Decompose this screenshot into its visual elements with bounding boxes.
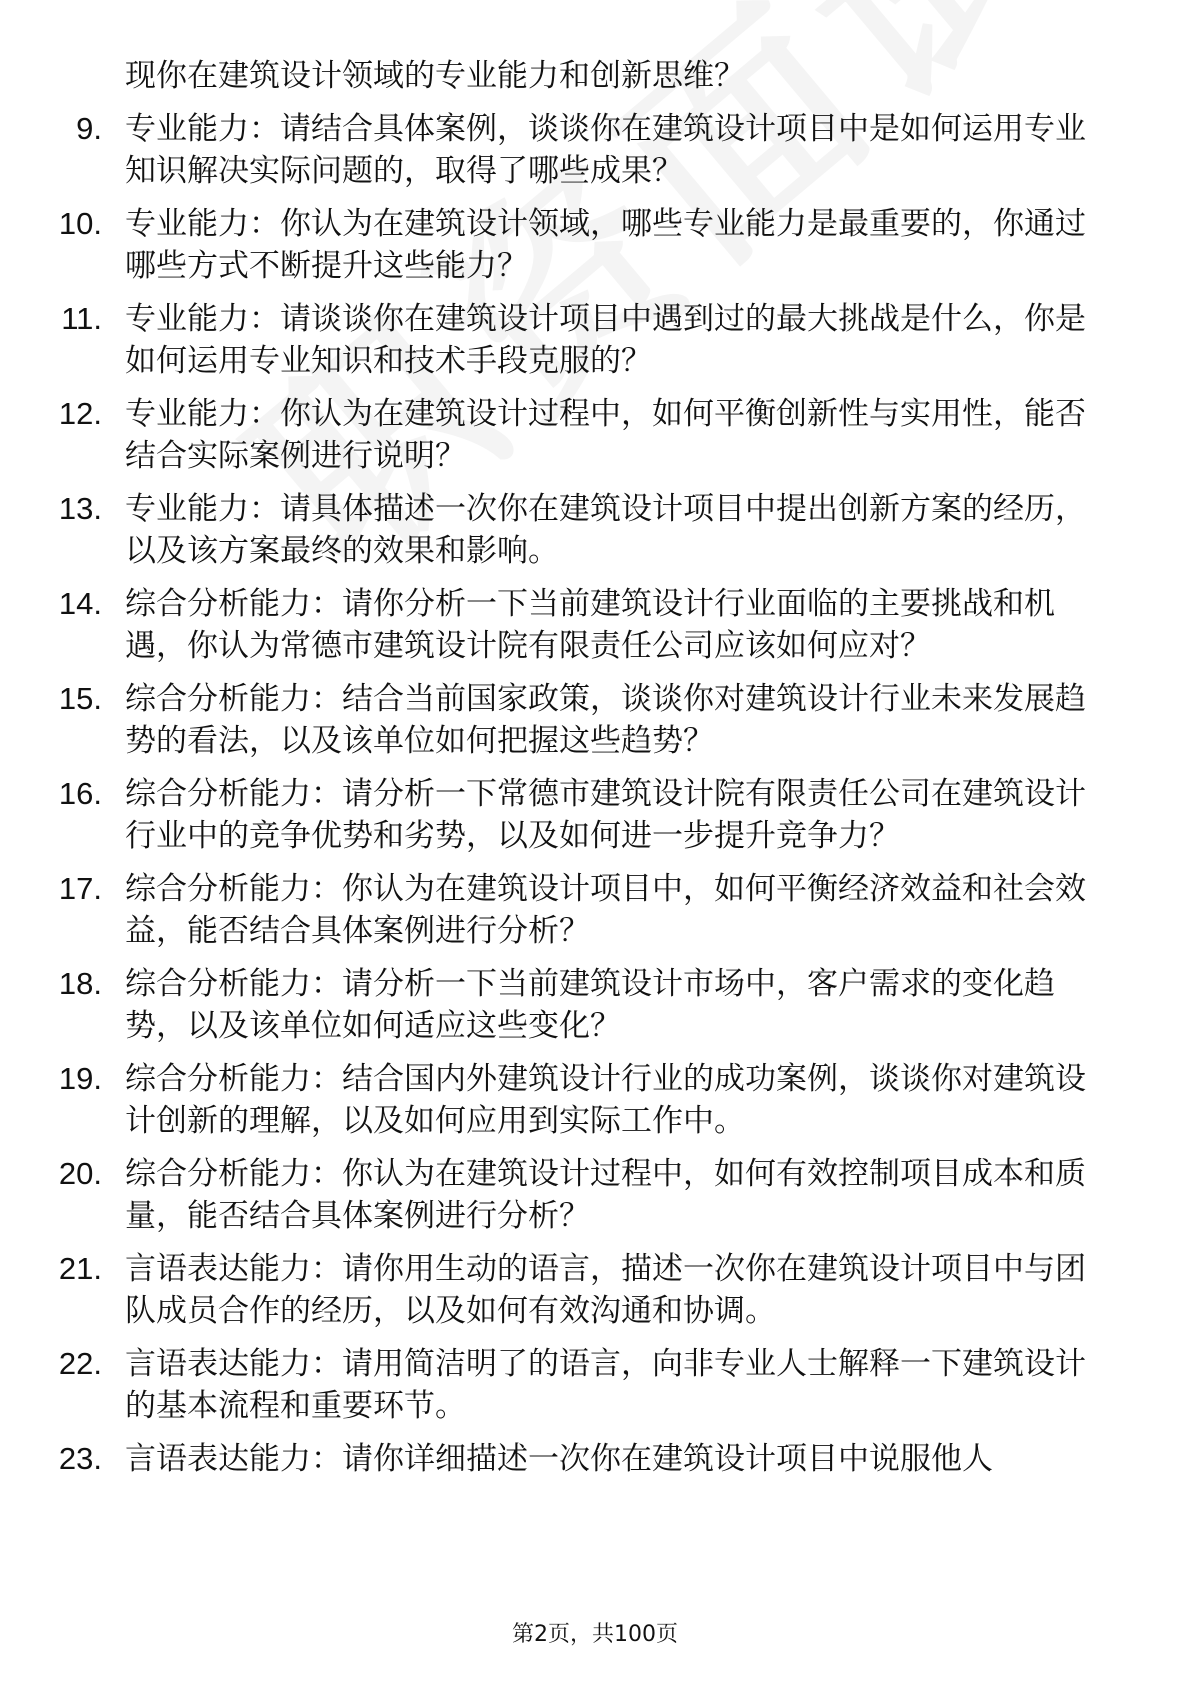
question-text: 言语表达能力：请用简洁明了的语言，向非专业人士解释一下建筑设计的基本流程和重要环节。	[125, 1346, 1086, 1424]
question-number: 14.	[58, 586, 102, 621]
continuation-text: 现你在建筑设计领域的专业能力和创新思维？	[125, 58, 745, 94]
question-number: 15.	[58, 681, 102, 716]
question-number: 12.	[58, 396, 102, 431]
question-text: 言语表达能力：请你用生动的语言，描述一次你在建筑设计项目中与团队成员合作的经历，以及如何有效沟通和协调。	[125, 1251, 1086, 1329]
question-text: 综合分析能力：你认为在建筑设计项目中，如何平衡经济效益和社会效益，能否结合具体案例进行分析？	[125, 871, 1086, 949]
question-number: 18.	[58, 966, 102, 1001]
question-number: 22.	[58, 1346, 102, 1381]
page-footer: 第2页，共100页	[512, 1622, 678, 1647]
question-text: 综合分析能力：你认为在建筑设计过程中，如何有效控制项目成本和质量，能否结合具体案例进行分析？	[125, 1156, 1086, 1234]
question-text: 专业能力：你认为在建筑设计过程中，如何平衡创新性与实用性，能否结合实际案例进行说明？	[125, 396, 1086, 474]
question-text: 言语表达能力：请你详细描述一次你在建筑设计项目中说服他人	[125, 1441, 993, 1477]
question-number: 17.	[58, 871, 102, 906]
question-text: 专业能力：请具体描述一次你在建筑设计项目中提出创新方案的经历，以及该方案最终的效果和影响。	[125, 491, 1086, 569]
question-number: 13.	[58, 491, 102, 526]
question-number: 19.	[58, 1061, 102, 1096]
question-text: 综合分析能力：结合当前国家政策，谈谈你对建筑设计行业未来发展趋势的看法，以及该单位如何把握这些趋势？	[125, 681, 1086, 759]
question-text: 综合分析能力：请分析一下当前建筑设计市场中，客户需求的变化趋势，以及该单位如何适应这些变化？	[125, 966, 1055, 1044]
question-number: 10.	[58, 206, 102, 241]
question-number: 11.	[61, 301, 102, 336]
question-text: 综合分析能力：请分析一下常德市建筑设计院有限责任公司在建筑设计行业中的竞争优势和劣势，以及如何进一步提升竞争力？	[125, 776, 1086, 854]
question-number: 20.	[58, 1156, 102, 1191]
question-number: 9.	[76, 111, 102, 146]
question-text: 专业能力：请结合具体案例，谈谈你在建筑设计项目中是如何运用专业知识解决实际问题的，取得了哪些成果？	[125, 111, 1086, 189]
question-text: 综合分析能力：请你分析一下当前建筑设计行业面临的主要挑战和机遇，你认为常德市建筑设计院有限责任公司应该如何应对？	[125, 586, 1055, 664]
question-text: 专业能力：你认为在建筑设计领域，哪些专业能力是最重要的，你通过哪些方式不断提升这些能力？	[125, 206, 1086, 284]
question-number: 21.	[58, 1251, 102, 1286]
question-text: 专业能力：请谈谈你在建筑设计项目中遇到过的最大挑战是什么，你是如何运用专业知识和技术手段克服的？	[125, 301, 1086, 379]
question-number: 23.	[58, 1441, 102, 1476]
question-text: 综合分析能力：结合国内外建筑设计行业的成功案例，谈谈你对建筑设计创新的理解，以及如何应用到实际工作中。	[125, 1061, 1086, 1139]
question-number: 16.	[58, 776, 102, 811]
